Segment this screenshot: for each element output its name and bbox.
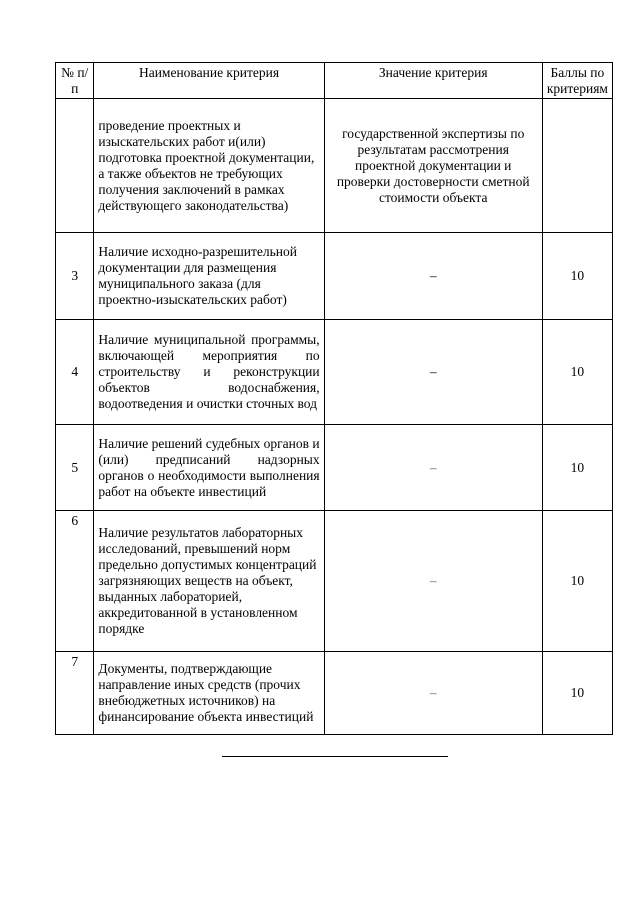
cell-name: Наличие исходно-разрешительной документации для размещения муниципального заказа (для проектно-изыскательских работ): [94, 233, 324, 320]
cell-value: –: [324, 233, 542, 320]
cell-num: 4: [56, 320, 94, 425]
table-row: [56, 425, 613, 511]
header-value: Значение критерия: [324, 63, 542, 99]
cell-points: 10: [542, 320, 612, 425]
header-points: Баллы по критериям: [542, 63, 612, 99]
cell-points: 10: [542, 511, 612, 652]
cell-name: Документы, подтверждающие направление иных средств (прочих внебюджетных источников) на финансирование объекта инвестиций: [94, 652, 324, 735]
cell-points: 10: [542, 652, 612, 735]
cell-num: 6: [56, 511, 94, 652]
cell-value: –: [324, 425, 542, 511]
criteria-table: [55, 62, 613, 735]
cell-value: –: [324, 652, 542, 735]
cell-value: –: [324, 511, 542, 652]
header-num: № п/п: [56, 63, 94, 99]
table-row: [56, 511, 613, 652]
cell-value: государственной экспертизы по результатам рассмотрения проектной документации и проверки достоверности сметной стоимости объекта: [324, 99, 542, 233]
cell-name: Наличие результатов лабораторных исследований, превышений норм предельно допустимых концентраций загрязняющих веществ на объект, выданных лабораторией, аккредитованной в установленном порядке: [94, 511, 324, 652]
table-row: [56, 233, 613, 320]
cell-name: проведение проектных и изыскательских работ и(или) подготовка проектной документации, а также объектов не требующих получения заключений в рамках действующего законодательства): [94, 99, 324, 233]
cell-num: [56, 99, 94, 233]
cell-name: Наличие муниципальной программы, включающей мероприятия по строительству и реконструкции объектов водоснабжения, водоотведения и очистки сточных вод: [94, 320, 324, 425]
header-name: Наименование критерия: [94, 63, 324, 99]
cell-name: Наличие решений судебных органов и (или) предписаний надзорных органов о необходимости выполнения работ на объекте инвестиций: [94, 425, 324, 511]
table-header-row: [56, 63, 613, 99]
cell-points: [542, 99, 612, 233]
closing-divider-line: [222, 756, 448, 757]
table-row: [56, 652, 613, 735]
cell-num: 7: [56, 652, 94, 735]
cell-num: 5: [56, 425, 94, 511]
cell-value: –: [324, 320, 542, 425]
cell-points: 10: [542, 425, 612, 511]
table-row: [56, 320, 613, 425]
table-row-continuation: [56, 99, 613, 233]
cell-points: 10: [542, 233, 612, 320]
cell-num: 3: [56, 233, 94, 320]
